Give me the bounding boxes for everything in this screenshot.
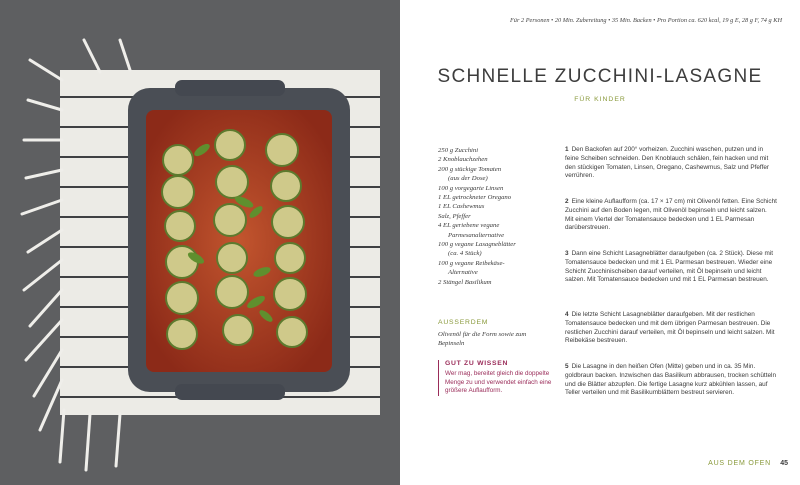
ingredient-line: 2 Knoblauchzehen — [438, 156, 488, 164]
step-text: Dann eine Schicht Lasagneblätter daraufgeben (ca. 2 Stück). Diese mit Tomatensauce bedecken und mit 1 EL Parmesan bestreuen. Wieder eine Schicht Zucchinischeiben darauf verteilen, mit Öl bepinseln und leicht salzen. Mit Tomatensauce bedecken und mit 1 EL Parmesan bestreuen. — [565, 250, 773, 284]
ingredient-line: Salz, Pfeffer — [438, 212, 471, 220]
ingredient-line: 200 g stückige Tomaten — [438, 165, 502, 173]
ingredient-line: 1 EL Cashewmus — [438, 203, 485, 211]
tip-box — [438, 360, 555, 396]
step-4 — [565, 311, 777, 346]
ingredient-line: (aus der Dose) — [448, 175, 488, 183]
ingredient-line: 100 g vegane Reibekäse- — [438, 259, 505, 267]
recipe-title: SCHNELLE ZUCCHINI-LASAGNE — [437, 66, 763, 87]
step-3 — [565, 250, 777, 285]
ingredient-line: Parmesanalternative — [448, 231, 505, 239]
recipe-meta-info: Für 2 Personen • 20 Min. Zubereitung • 35 Min. Backen • Pro Portion ca. 620 kcal, 19 g E, 28 g F, 74 g KH — [509, 17, 782, 24]
ingredient-line: (ca. 4 Stück) — [448, 250, 482, 258]
step-text: Die letzte Schicht Lasagneblätter daraufgeben. Mit der restlichen Tomatensauce bedecken und mit dem übrigen Parmesan bestreuen. Die restlichen Zucchini darauf verteilen, mit Öl bepinseln und leicht salzen. Mit Reibekäse bestreuen. — [565, 311, 775, 345]
ingredient-line: 100 g vorgegarte Linsen — [438, 184, 504, 192]
step-text: Den Backofen auf 200° vorheizen. Zucchini waschen, putzen und in feine Scheiben schneiden. Den Knoblauch schälen, fein hacken und mit den stückigen Tomaten, Linsen, Oregano, Cashewmus, Salz und Pfeffer verrühren. — [565, 146, 770, 180]
step-number: 3 — [565, 250, 569, 257]
ingredient-line: 250 g Zucchini — [438, 147, 479, 154]
ingredient-line: Alternative — [448, 269, 478, 277]
recipe-subtitle: FÜR KINDER — [574, 96, 626, 103]
step-text: Die Lasagne in den heißen Ofen (Mitte) geben und in ca. 35 Min. goldbraun backen. Inzwischen das Basilikum abbrausen, trocken schütteln und die Blätter abzupfen. Die fertige Lasagne kurz abkühlen lassen, auf Teller verteilen und mit Basilikumblättern bestreut servieren. — [565, 363, 777, 397]
page-number: 45 — [780, 460, 788, 467]
tip-text: Wer mag, bereitet gleich die doppelte Menge zu und verwendet einfach eine größere Auflaufform. — [445, 370, 552, 395]
ingredient-line: 100 g vegane Lasagneblätter — [438, 241, 516, 249]
ingredient-line: 2 Stängel Basilikum — [438, 278, 492, 286]
ingredient-line: 4 EL geriebene vegane — [438, 222, 500, 230]
step-number: 2 — [565, 198, 569, 205]
extra-text: Olivenöl für die Form sowie zum Bepinseln — [438, 331, 527, 348]
step-1 — [565, 146, 777, 181]
ingredient-line: 1 EL getrockneter Oregano — [438, 194, 512, 202]
ingredient-list — [438, 146, 556, 287]
step-text: Eine kleine Auflaufform (ca. 17 × 17 cm) mit Olivenöl fetten. Eine Schicht Zucchini auf den Boden legen, mit Olivenöl bepinseln und leicht salzen. Mit einem Viertel der Tomatensauce bedecken und 1 EL Parmesan darüberstreuen. — [565, 198, 777, 232]
step-2 — [565, 198, 777, 233]
extra-heading: AUSSERDEM — [438, 319, 489, 326]
step-5 — [565, 363, 777, 398]
recipe-page — [400, 0, 800, 485]
tip-heading: GUT ZU WISSEN — [445, 360, 509, 367]
step-number: 1 — [565, 146, 569, 153]
footer-section-title: AUS DEM OFEN — [708, 460, 771, 467]
step-number: 4 — [565, 311, 569, 318]
step-number: 5 — [565, 363, 569, 370]
